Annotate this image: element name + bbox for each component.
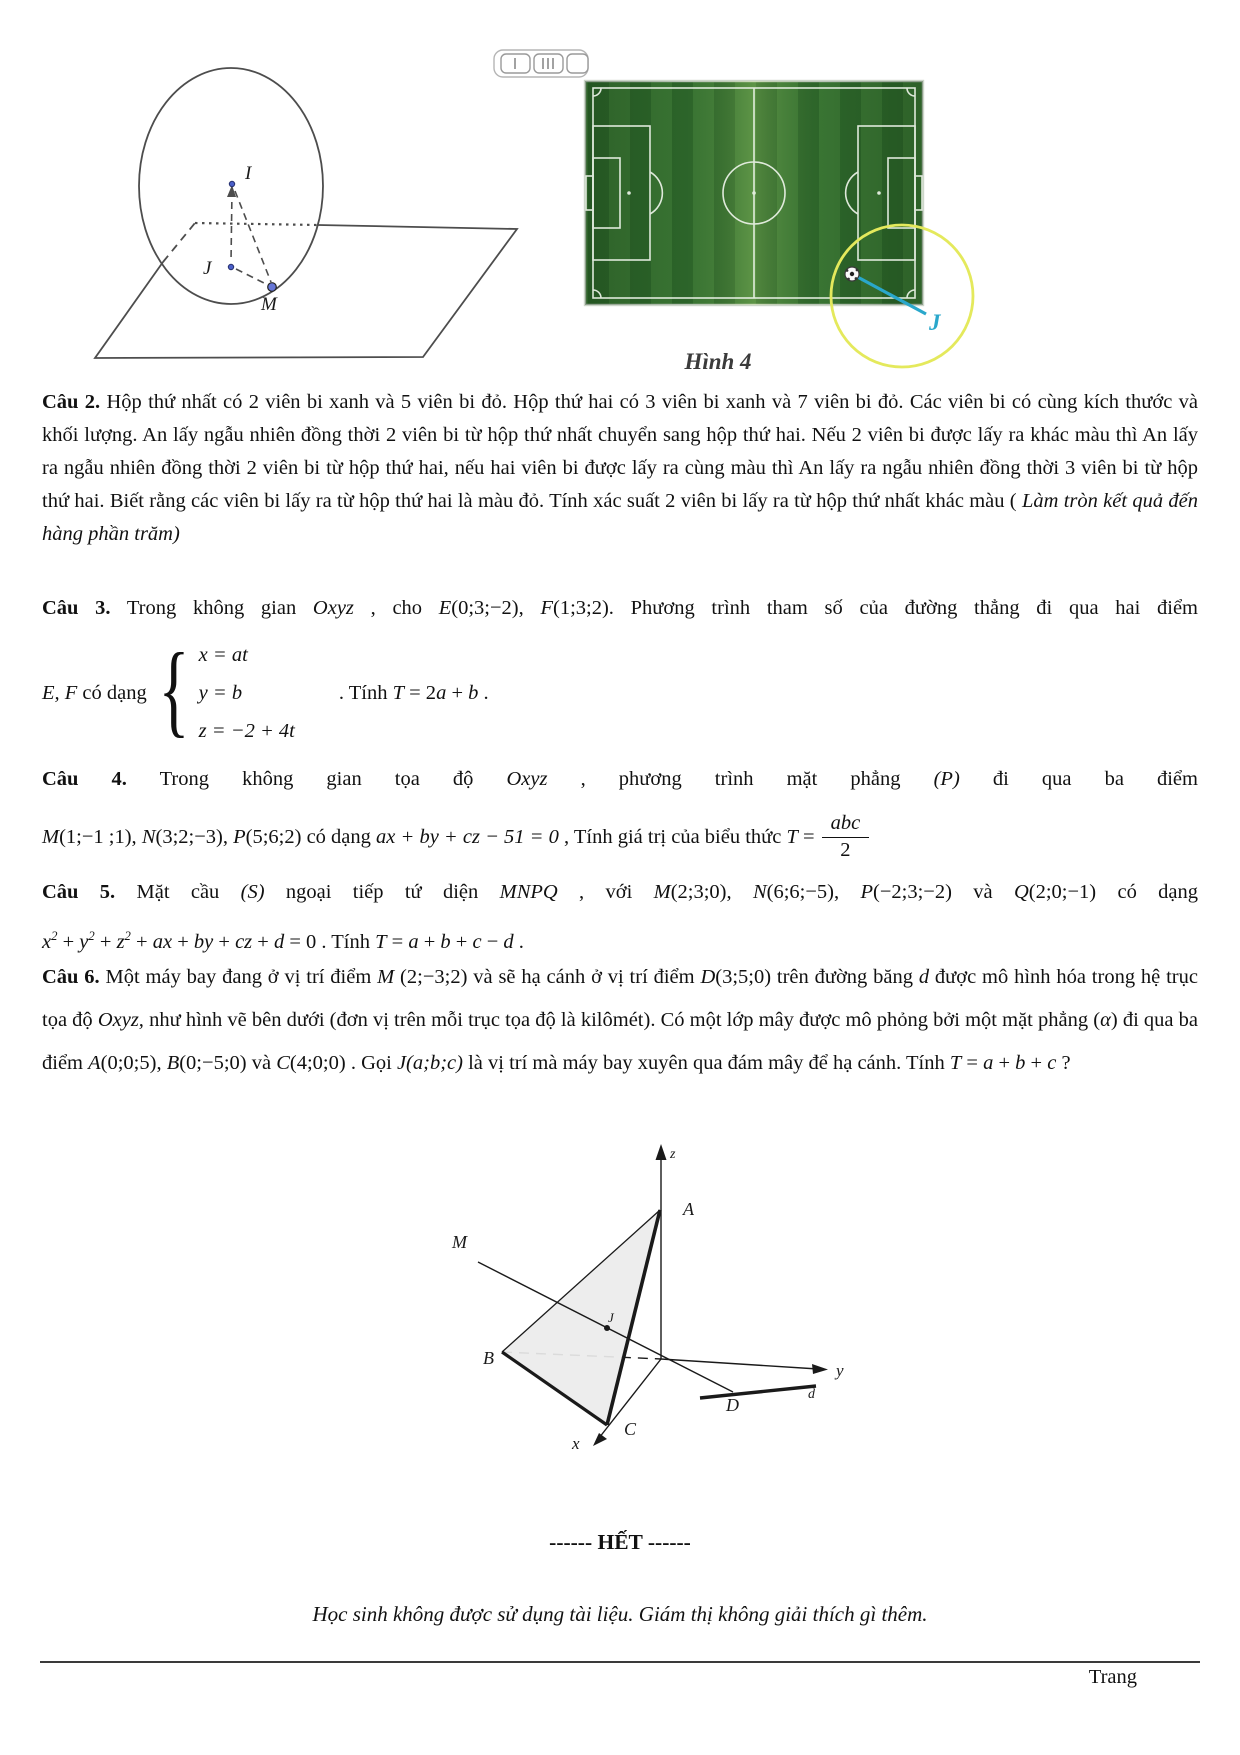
label-d: d — [808, 1387, 815, 1402]
equation-y: y = b — [198, 682, 243, 704]
label-C: C — [624, 1419, 637, 1439]
plane-hidden-edge — [163, 223, 195, 262]
point-M — [268, 283, 277, 292]
sphere-plane-figure — [95, 68, 517, 358]
point-J — [228, 264, 233, 269]
question-4-line1: Câu 4. Trong không gian tọa độ Oxyz , phương trình mặt phẳng (P) đi qua ba điểm — [42, 768, 1198, 790]
question-5-line1: Câu 5. Mặt cầu (S) ngoại tiếp tứ diện MNPQ , với M(2;3;0), N(6;6;−5), P(−2;3;−2) và Q(2;0;−1) có dạng — [42, 881, 1199, 903]
label-M: M — [261, 294, 277, 315]
label-J-field: J — [929, 310, 941, 335]
system-lead: E, F có dạng — [42, 681, 147, 704]
label-J: J — [608, 1310, 614, 1325]
label-J: J — [203, 258, 212, 279]
label-A: A — [683, 1199, 694, 1219]
point-I — [229, 181, 234, 186]
plane-outline — [95, 225, 517, 358]
figure-3d-axes — [0, 1130, 1240, 1460]
system-post: . Tính T = 2a + b . — [338, 681, 489, 704]
equation-z: z = −2 + 4t — [198, 720, 295, 742]
x-axis-arrow — [593, 1433, 607, 1446]
radius-dashed-lines — [231, 190, 271, 284]
label-x: x — [572, 1434, 580, 1453]
football-field-figure — [585, 81, 973, 374]
equation-x: x = at — [198, 644, 248, 666]
system-brace: { — [158, 632, 190, 747]
question-4-line2 — [42, 800, 869, 874]
question-6: Câu 6. Một máy bay đang ở vị trí điểm M (2;−3;2) và sẽ hạ cánh ở vị trí điểm D(3;5;0) trên đường băng d được mô hình hóa trong hệ trục tọa độ Oxyz, như hình vẽ bên dưới (đơn vị trên mỗi trục tọa độ là kilômét). Có một lớp mây được mô phỏng bởi một mặt phẳng (α) đi qua ba điểm A(0;0;5), B(0;−5;0) và C(4;0;0) . Gọi J(a;b;c) là vị trí mà máy bay xuyên qua đám mây để hạ cánh. Tính T = a + b + c ? — [42, 966, 1198, 1074]
z-axis-arrow — [656, 1144, 667, 1160]
toolbar-fragment — [494, 50, 588, 77]
label-D: D — [726, 1395, 739, 1415]
label-I: I — [245, 163, 252, 184]
system-equations — [199, 636, 295, 750]
point-J-3d — [604, 1325, 610, 1331]
question-5-line2: $x^2 + y^2 + z^2$ + ax + by + cz + d = 0 . Tính T = a + b + c − d . — [42, 929, 524, 953]
footer-rule — [40, 1661, 1200, 1663]
question-2: Câu 2. Hộp thứ nhất có 2 viên bi xanh và 5 viên bi đỏ. Hộp thứ hai có 3 viên bi xanh và 7 viên bi đỏ. Các viên bi có cùng kích thước và khối lượng. An lấy ngẫu nhiên đồng thời 2 viên bi từ hộp thứ nhất chuyển sang hộp thứ hai. Nếu 2 viên bi được lấy ra khác màu thì An lấy ra ngẫu nhiên đồng thời 2 viên bi từ hộp thứ hai, nếu hai viên bi được lấy ra cùng màu thì An lấy ra ngẫu nhiên đồng thời 3 viên bi từ hộp thứ hai. Biết rằng các viên bi lấy ra từ hộp thứ hai là màu đỏ. Tính xác suất 2 viên bi lấy ra từ hộp thứ nhất khác màu ( Làm tròn kết quả đến hàng phần trăm) — [42, 391, 1198, 545]
question-4-formula: M(1;−1 ;1), N(3;2;−3), P(5;6;2) có dạng ax + by + cz − 51 = 0 , Tính giá trị của biểu thức T = — [42, 825, 815, 848]
label-B: B — [483, 1348, 494, 1368]
figure-caption: Hình 4 — [684, 349, 752, 374]
label-M: M — [452, 1232, 467, 1252]
fraction-abc-2 — [822, 811, 870, 863]
question-3-intro: Câu 3. Trong không gian Oxyz , cho E(0;3;−2), F(1;3;2). Phương trình tham số của đường thẳng đi qua hai điểm — [42, 597, 1198, 619]
label-y: y — [836, 1361, 844, 1380]
runway-d — [700, 1386, 816, 1398]
end-marker: ------ HẾT ------ — [549, 1530, 691, 1554]
exam-note: Học sinh không được sử dụng tài liệu. Giám thị không giải thích gì thêm. — [312, 1602, 928, 1626]
figure-top — [0, 0, 1240, 392]
question-3-system — [42, 630, 489, 756]
fraction-numerator: abc — [822, 811, 870, 838]
ball-icon — [845, 267, 859, 281]
footer-page-label: Trang — [1088, 1666, 1137, 1688]
y-axis-arrow — [812, 1364, 828, 1374]
label-z: z — [670, 1147, 676, 1162]
plane-dotted-edge — [195, 223, 318, 225]
plane-triangle-ABC — [502, 1210, 660, 1425]
fraction-denominator: 2 — [840, 838, 851, 861]
